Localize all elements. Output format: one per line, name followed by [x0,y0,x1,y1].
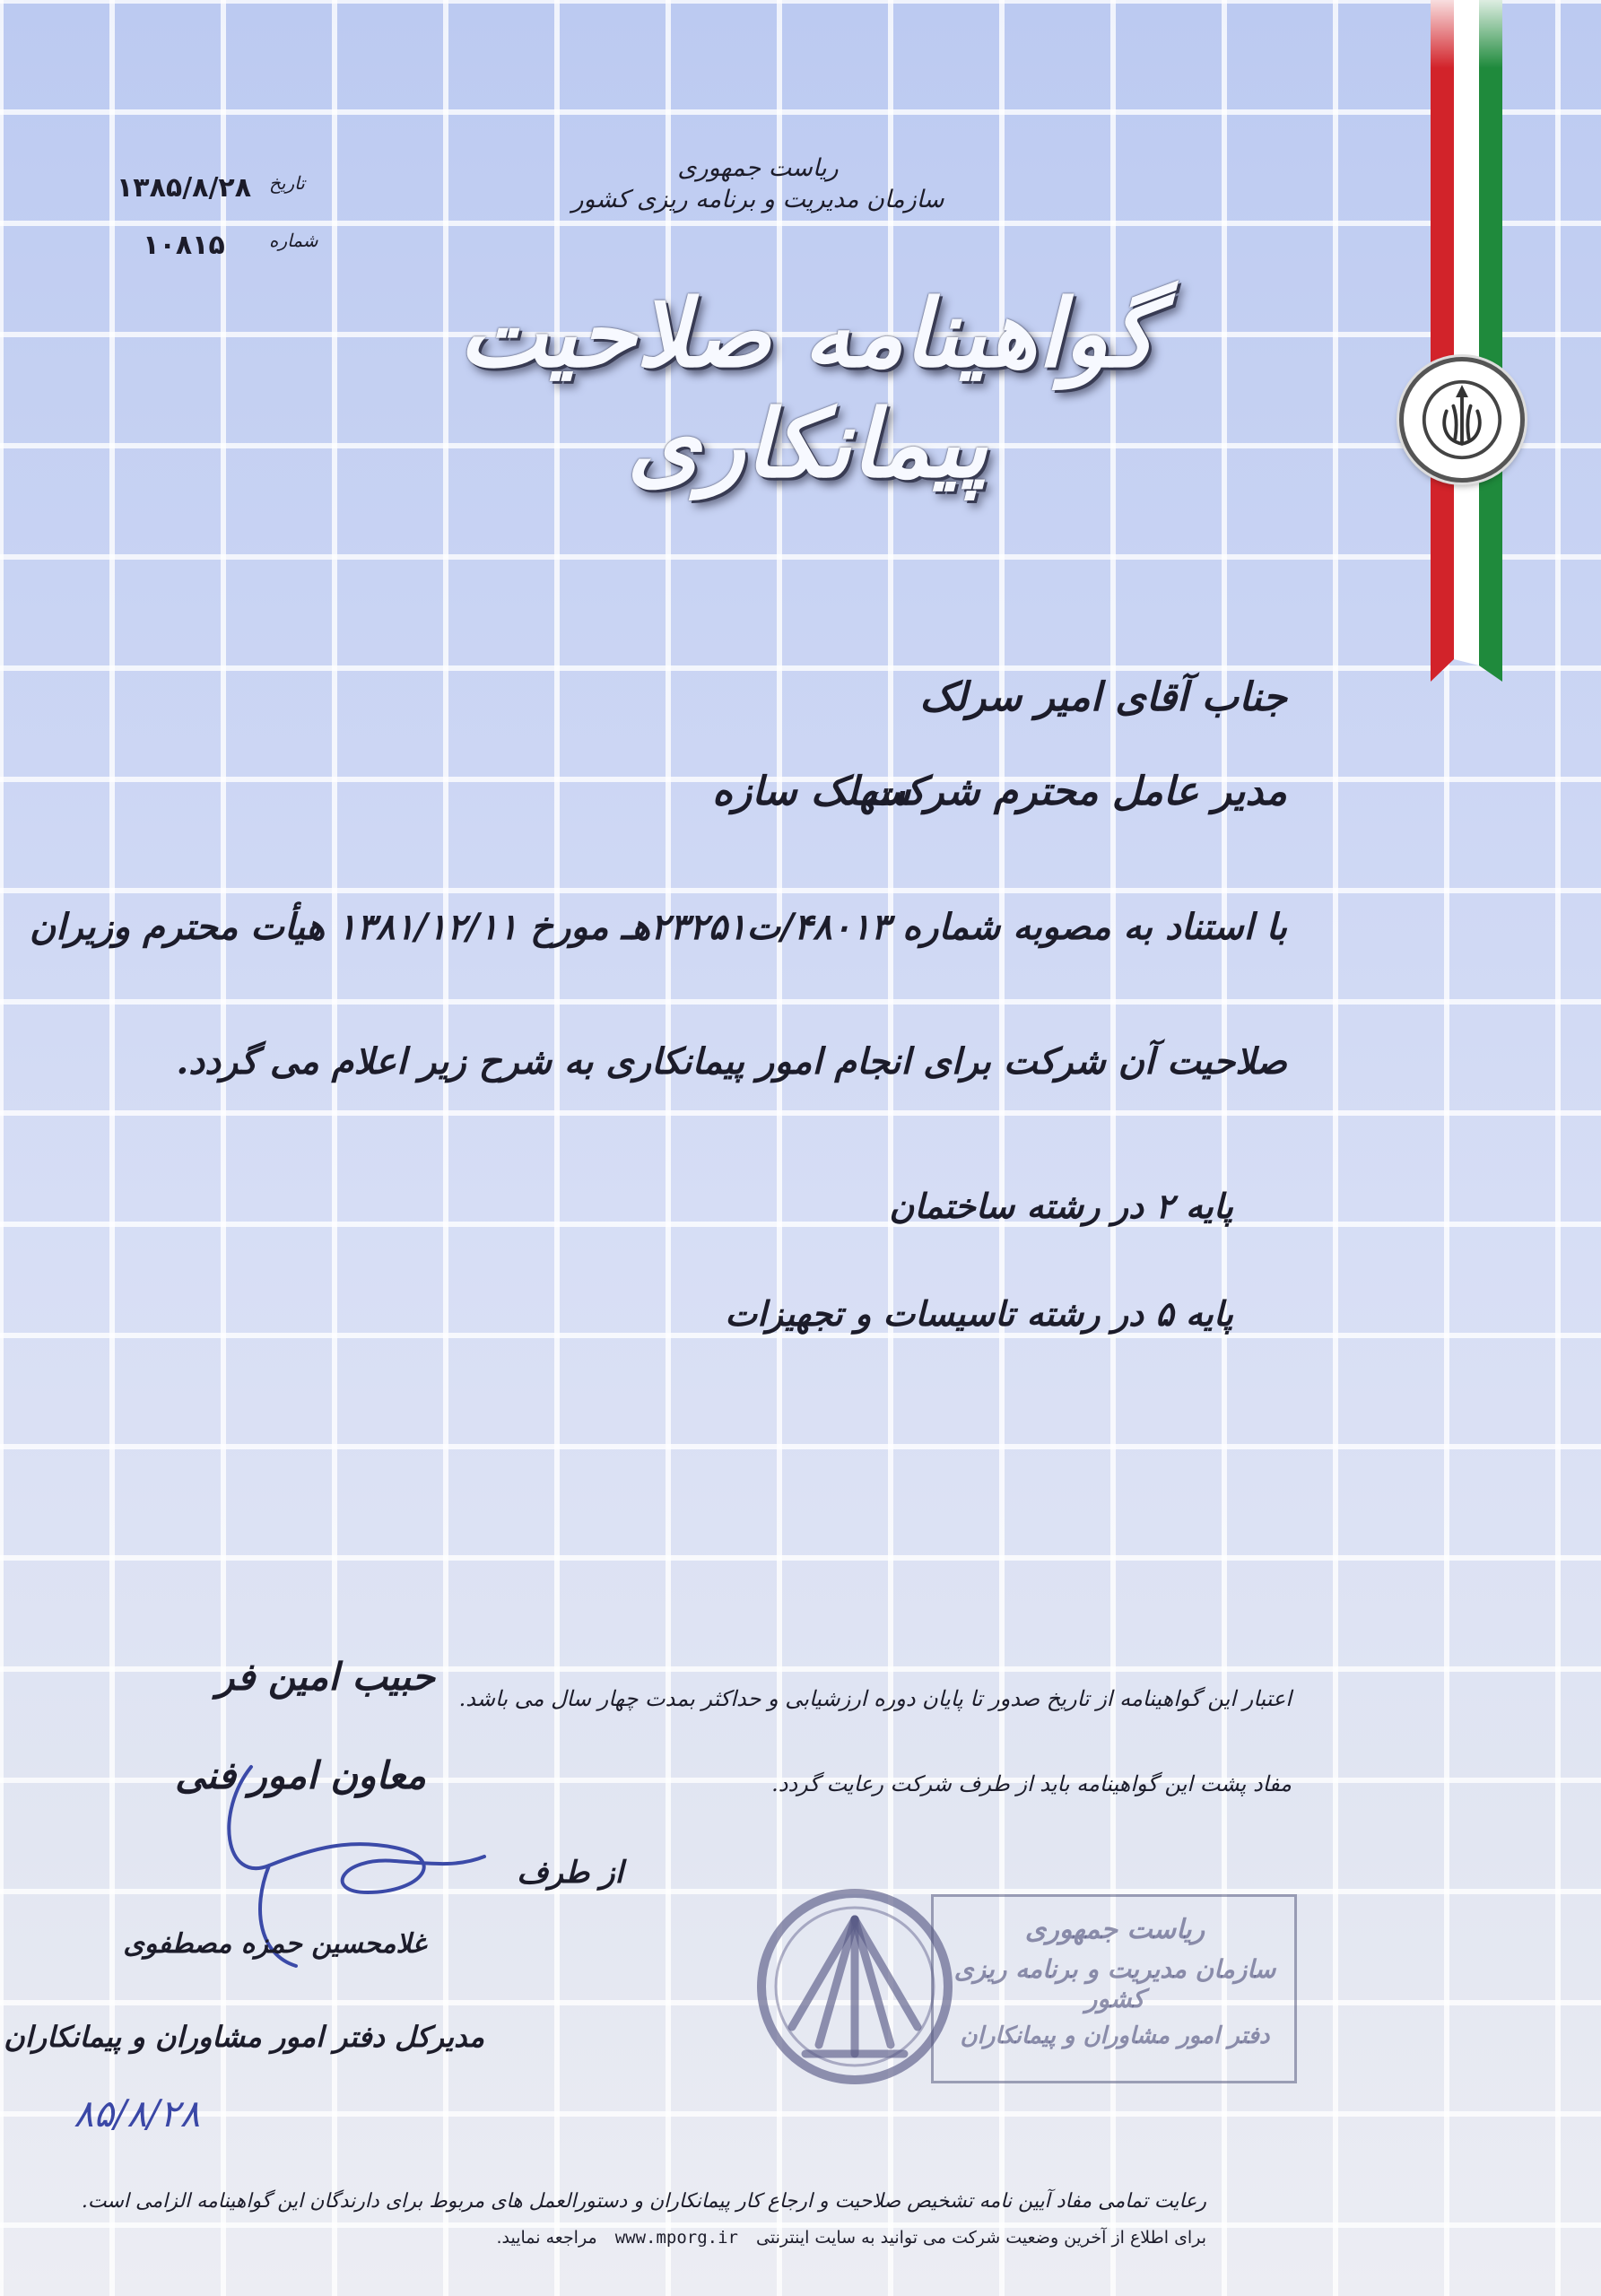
footer-website-note [496,2228,1206,2248]
iran-emblem-icon [1399,357,1525,483]
grade-installations: پایه ۵ در رشته تاسیسات و تجهیزات [725,1293,1233,1334]
stamp-line-1: ریاست جمهوری [1024,1914,1205,1945]
on-behalf-label: از طرف [517,1855,623,1891]
stamp-emblem-icon [752,1883,958,2090]
stamp-text [949,1914,1281,2049]
validity-note: اعتبار این گواهینامه از تاریخ صدور تا پایان دوره ارزشیابی و حداکثر بمدت چهار سال می باشد. [458,1686,1292,1711]
flag-ribbon [1431,0,1502,682]
number-value: ۱۰۸۱۵ [143,230,225,261]
certificate-title: گواهینامه صلاحیت پیمانکاری [458,278,1156,499]
recipient-name: جناب آقای امیر سرلک [919,674,1287,720]
date-number-block [108,172,341,287]
org-line-1: ریاست جمهوری [677,154,839,182]
footer-rules-note: رعایت تمامی مفاد آیین نامه تشخیص صلاحیت و ارجاع کار پیمانکاران و دستورالعمل های مربوط برای دارندگان این گواهینامه الزامی است. [81,2190,1206,2213]
stamp-line-3: دفتر امور مشاوران و پیمانکاران [960,2022,1270,2049]
signer-2-name: غلامحسین حمزه مصطفوی [123,1928,426,1960]
qualification-paragraph: صلاحیت آن شرکت برای انجام امور پیمانکاری به شرح زیر اعلام می گردد. [176,1040,1287,1083]
date-label: تاریخ [269,172,305,194]
number-label: شماره [269,230,318,251]
footer-text-after-url: مراجعه نمایید. [496,2228,597,2248]
footer-text-before-url: برای اطلاع از آخرین وضعیت شرکت می توانید به سایت اینترنتی [756,2228,1206,2248]
ceo-label: مدیر عامل محترم شرکت [867,769,1287,814]
grade-building: پایه ۲ در رشته ساختمان [889,1186,1233,1226]
signer-1-name: حبیب امین فر [216,1655,435,1699]
official-stamp [752,1883,1299,2090]
header-organization [570,154,946,213]
date-value: ۱۳۸۵/۸/۲۸ [116,172,252,204]
stamp-line-2: سازمان مدیریت و برنامه ریزی کشور [953,1954,1276,2013]
org-line-2: سازمان مدیریت و برنامه ریزی کشور [571,186,944,213]
signer-2-title: مدیرکل دفتر امور مشاوران و پیمانکاران [4,2020,484,2054]
signer-1-title: معاون امور فنی [175,1753,426,1797]
website-url: www.mporg.ir [614,2228,738,2248]
decree-paragraph: با استناد به مصوبه شماره ۴۸۰۱۳/ت۲۳۲۵۱هـ مورخ ۱۳۸۱/۱۲/۱۱ هیأت محترم وزیران [29,906,1287,948]
handwritten-date: ۸۵/۸/۲۸ [74,2092,201,2135]
company-name: سهلک سازه [712,769,910,814]
back-terms-note: مفاد پشت این گواهینامه باید از طرف شرکت رعایت گردد. [771,1771,1292,1796]
